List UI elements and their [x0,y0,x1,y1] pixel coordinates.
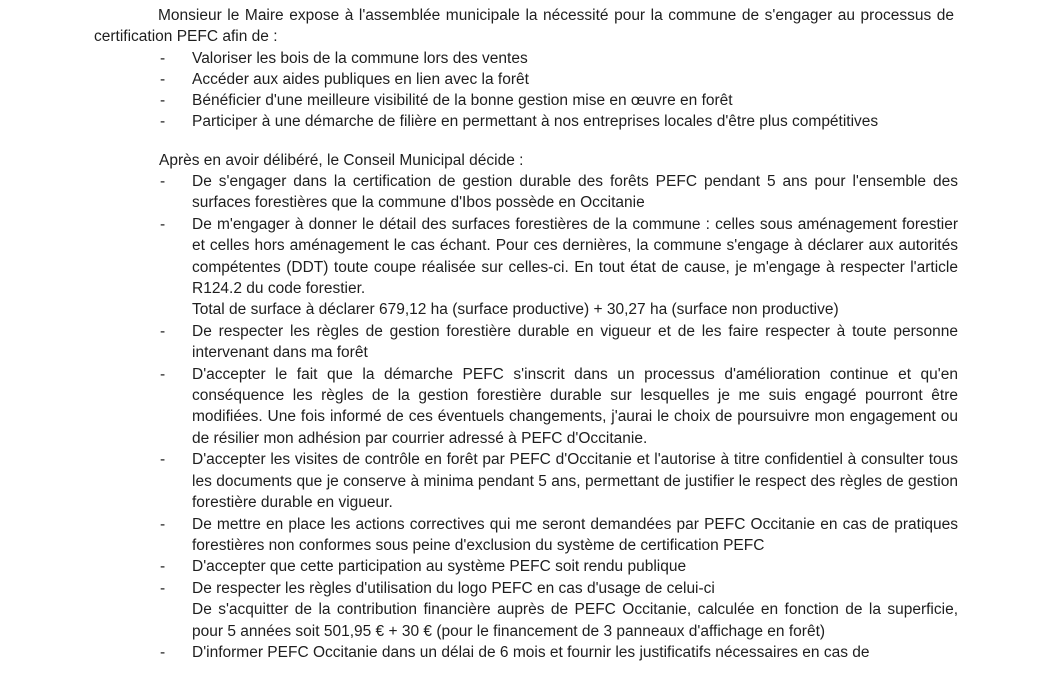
bullet-dash: - [160,71,166,88]
list-item-text: Bénéficier d'une meilleure visibilité de la bonne gestion mise en œuvre en forêt [192,92,733,109]
list-item [158,171,958,214]
list-item-text: D'informer PEFC Occitanie dans un délai de 6 mois et fournir les justificatifs nécessaires en cas de [192,643,870,661]
bullet-dash: - [160,515,166,533]
bullet-dash: - [160,322,166,340]
list-item-text: De m'engager à donner le détail des surfaces forestières de la commune : celles sous aménagement forestier et celles hors aménagement le cas échant. Pour ces dernières, la commune s'engage à déclarer aux autorités compétentes (DDT) toute coupe réalisée sur celles-ci. En tout état de cause, je m'engage à respecter l'article R124.2 du code forestier. [192,215,958,298]
list-item [158,642,958,663]
goals-list [158,48,948,132]
list-item [158,321,958,364]
bullet-dash: - [160,451,166,469]
bullet-dash: - [160,579,166,597]
bullet-dash: - [160,92,166,109]
list-item [158,578,958,642]
list-item [158,364,958,450]
bullet-dash: - [160,215,166,233]
bullet-dash: - [160,643,166,661]
bullet-dash: - [160,50,166,67]
list-item-extra: De s'acquitter de la contribution financière auprès de PEFC Occitanie, calculée en fonction de la superficie, pour 5 années soit 501,95 € + 30 € (pour le financement de 3 panneaux d'affichage en forêt) [192,601,958,640]
list-item [158,111,948,132]
bullet-dash: - [160,365,166,383]
list-item-extra: Total de surface à déclarer 679,12 ha (surface productive) + 30,27 ha (surface non productive) [192,301,839,319]
list-item-text: De s'engager dans la certification de gestion durable des forêts PEFC pendant 5 ans pour l'ensemble des surfaces forestières que la commune d'Ibos possède en Occitanie [192,173,958,212]
list-item [158,69,948,90]
decisions-list [158,171,958,663]
list-item [158,48,948,69]
bullet-dash: - [160,558,166,576]
list-item [158,90,948,111]
decision-intro: Après en avoir délibéré, le Conseil Municipal décide : [159,152,524,169]
bullet-dash: - [160,173,166,190]
intro-paragraph: Monsieur le Maire expose à l'assemblée municipale la nécessité pour la commune de s'engager au processus de certification PEFC afin de : [94,7,954,45]
list-item-text: De mettre en place les actions correctives qui me seront demandées par PEFC Occitanie en cas de pratiques forestières non conformes sous peine d'exclusion du système de certification PEFC [192,515,958,554]
list-item-text: Accéder aux aides publiques en lien avec la forêt [192,71,529,88]
list-item-text: D'accepter les visites de contrôle en forêt par PEFC d'Occitanie et l'autorise à titre confidentiel à consulter tous les documents que je conserve à minima pendant 5 ans, permettant de justifier le respect des règles de gestion forestière durable en vigueur. [192,451,958,512]
list-item-text: Valoriser les bois de la commune lors des ventes [192,50,528,67]
bullet-dash: - [160,113,166,130]
list-item-text: Participer à une démarche de filière en permettant à nos entreprises locales d'être plus compétitives [192,113,879,130]
list-item [158,556,958,577]
list-item-text: D'accepter que cette participation au système PEFC soit rendu publique [192,558,687,576]
list-item-text: De respecter les règles d'utilisation du logo PEFC en cas d'usage de celui-ci [192,579,715,597]
list-item-text: De respecter les règles de gestion forestière durable en vigueur et de les faire respecter à toute personne intervenant dans ma forêt [192,322,958,362]
list-item [158,514,958,557]
list-item [158,449,958,513]
list-item [158,214,958,321]
list-item-text: D'accepter le fait que la démarche PEFC s'inscrit dans un processus d'amélioration continue et qu'en conséquence les règles de la gestion forestière durable sur lesquelles je me suis engagé pourront être modifiées. Une fois informé de ces éventuels changements, j'aurai le choix de poursuivre mon engagement ou de résilier mon adhésion par courrier adressé à PEFC d'Occitanie. [192,365,958,447]
